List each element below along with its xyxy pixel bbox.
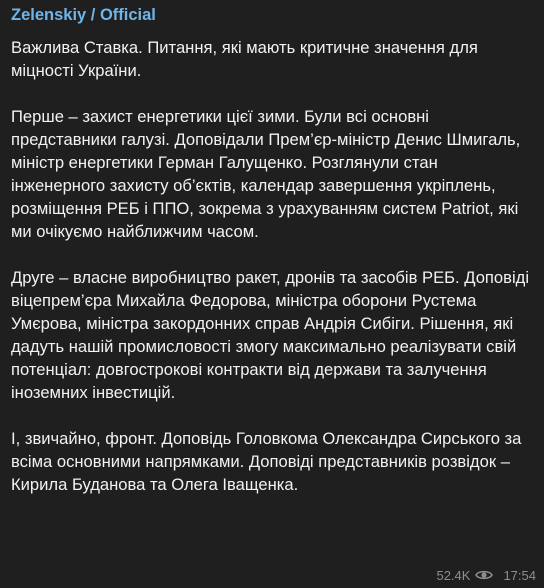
message-meta (436, 566, 536, 584)
channel-name[interactable]: Zelenskiy / Official (11, 6, 156, 24)
message-paragraph: Важлива Ставка. Питання, які мають критичне значення для міцності України. (11, 38, 478, 80)
views-count: 52.4K (436, 567, 471, 583)
message-paragraph: Перше – захист енергетики цієї зими. Були всі основні представники галузі. Доповідали Прем’єр-міністр Денис Шмигаль, міністр енергетики Герман Галущенко. Розглянули стан інженерного захисту об’єктів, календар завершення укріплень, розміщення РЕБ і ППО, зокрема з урахуванням систем Patriot, які ми очікуємо найближчим часом. (11, 107, 521, 241)
message-paragraph: І, звичайно, фронт. Доповідь Головкома Олександра Сирського за всіма основними напрямками. Доповіді представників розвідок – Кирила Буданова та Олега Іващенка. (11, 429, 522, 494)
post-time: 17:54 (503, 567, 536, 583)
message-paragraph: Друге – власне виробництво ракет, дронів та засобів РЕБ. Доповіді віцепрем’єра Михайла Федорова, міністра оборони Рустема Умєрова, міністра закордонних справ Андрія Сибіги. Рішення, які дадуть нашій промисловості змогу максимально реалізувати свій потенціал: довгострокові контракти від держави та залучення іноземних інвестицій. (11, 268, 530, 402)
message-text (11, 36, 534, 496)
eye-icon (475, 569, 493, 581)
